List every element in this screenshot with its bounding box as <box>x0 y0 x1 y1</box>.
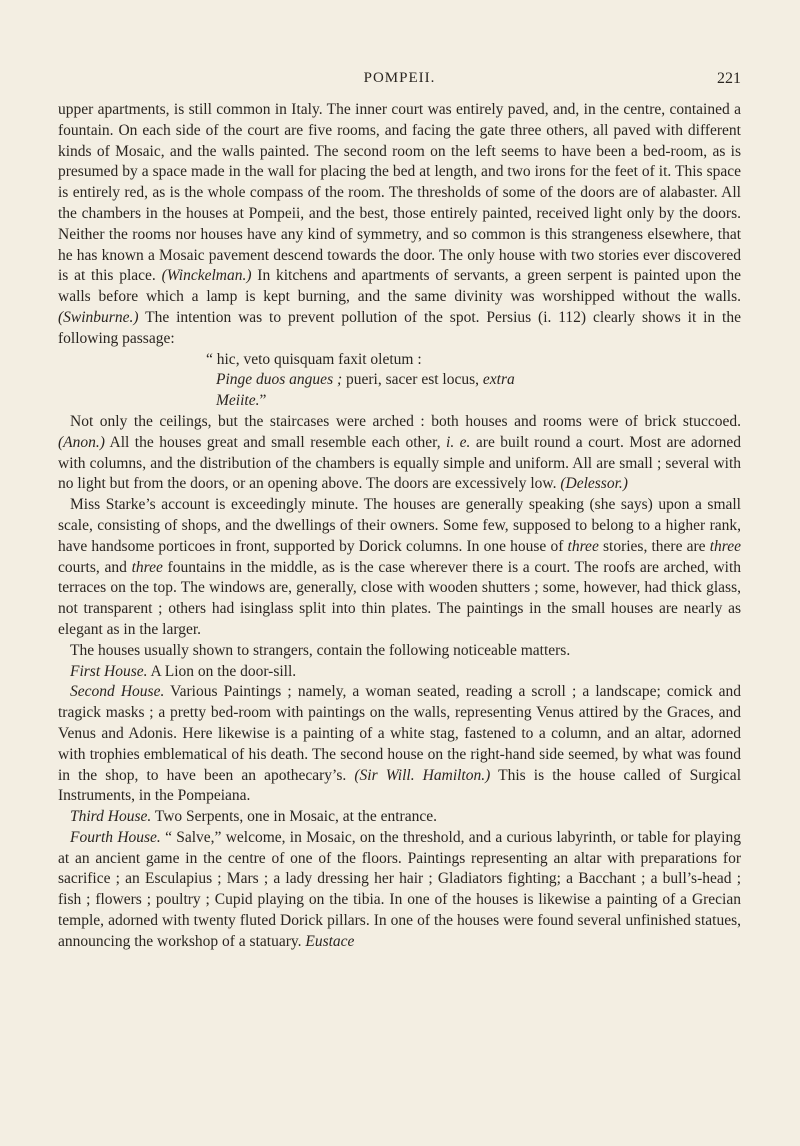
italic-text: Meiite. <box>216 392 260 410</box>
book-page <box>58 70 741 953</box>
text-run: stories, there are <box>598 537 710 555</box>
text-run: Two Serpents, one in Mosaic, at the entrance. <box>151 808 437 826</box>
italic-text: extra <box>482 371 515 389</box>
running-head: POMPEII. <box>363 70 436 86</box>
italic-text: First House. <box>70 662 148 680</box>
italic-text: (Swinburne.) <box>58 308 139 326</box>
page-header <box>58 70 741 92</box>
italic-text: i. e. <box>446 433 471 451</box>
text-run: “ hic, veto quisquam faxit oletum : <box>206 350 422 368</box>
paragraph <box>58 641 741 662</box>
text-run: pueri, sacer est locus, <box>342 371 483 389</box>
paragraph <box>58 807 741 828</box>
italic-text: Pinge duos angues ; <box>216 371 343 389</box>
page-number: 221 <box>717 70 741 87</box>
text-run: In kitchens and apartments of servants, a green serpent is painted upon the walls before which a lamp is kept burning, and the same divinity was worshipped without the walls. <box>58 267 742 306</box>
paragraph <box>58 495 741 641</box>
text-run: A Lion on the door-sill. <box>147 662 297 680</box>
italic-text: three <box>131 558 163 576</box>
paragraph <box>58 370 741 391</box>
text-run: upper apartments, is still common in Italy. The inner court was entirely paved, and, in the centre, contained a fountain. On each side of the court are five rooms, and facing the gate three others, all paved with different kinds of Mosaic, and the walls painted. The second room on the left seems to have been a bed-room, as is presumed by a space made in the wall for placing the bed at length, and two irons for the feet of it. This space is entirely red, as is the whole compass of the room. The thresholds of some of the doors are of alabaster. All the chambers in the houses at Pompeii, and the best, those entirely painted, received light only by the doors. Neither the rooms nor houses have any kind of symmetry, and so common is this strangeness elsewhere, that he has known a Mosaic pavement descend towards the door. The only house with two stories ever discovered is at this place. <box>58 101 741 285</box>
italic-text: Eustace <box>305 932 355 950</box>
paragraph <box>58 100 741 350</box>
paragraph <box>58 828 741 953</box>
paragraph <box>58 412 741 495</box>
text-run: Various Paintings ; namely, a woman seated, reading a scroll ; a landscape; comick and tragick masks ; a pretty bed-room with paintings on the walls, representing Venus attired by the Graces, and Venus and Adonis. Here likewise is a painting of a white stag, fastened to a column, and an altar, adorned with trophies emblematical of his death. The second house on the right-hand side seemed, by what was found in the shop, to have been an apothecary’s. <box>58 683 741 784</box>
paragraph <box>58 682 741 807</box>
text-run: This is the house called of Surgical Instruments, in the Pompeiana. <box>58 766 741 805</box>
text-run: Miss Starke’s account is exceedingly minute. The houses are generally speaking (she says) upon a small scale, consisting of shops, and the dwellings of their owners. Some few, supposed to belong to a higher rank, have handsome porticoes in front, supported by Dorick columns. In one house of <box>58 496 741 555</box>
italic-text: three <box>709 537 742 555</box>
text-run: are built round a court. Most are adorned with columns, and the distribution of the chambers is equally simple and uniform. All are small ; several with no light but from the doors, or an opening above. The doors are excessively low. <box>58 433 741 493</box>
body-text <box>58 100 741 953</box>
italic-text: Second House. <box>70 683 165 701</box>
paragraph <box>58 662 741 683</box>
italic-text: (Sir Will. Hamilton.) <box>354 766 491 784</box>
text-run: fountains in the middle, as is the case wherever there is a court. The roofs are arched, with terraces on the top. The windows are, generally, close with wooden shutters ; some, however, had thick glass, not transparent ; others had isinglass split into thin plates. The paintings in the small houses are nearly as elegant as in the larger. <box>58 558 741 638</box>
text-run: Not only the ceilings, but the staircases were arched : both houses and rooms were of brick stuccoed. <box>70 412 741 430</box>
italic-text: (Delessor.) <box>560 475 628 493</box>
text-run: The intention was to prevent pollution of the spot. Persius (i. 112) clearly shows it in the following passage: <box>58 308 741 347</box>
italic-text: three <box>567 537 599 555</box>
text-run: All the houses great and small resemble each other, <box>104 433 447 451</box>
italic-text: Fourth House. <box>70 828 161 846</box>
paragraph <box>58 350 741 371</box>
italic-text: Third House. <box>70 808 152 826</box>
italic-text: (Winckelman.) <box>161 267 252 285</box>
text-run: “ Salve,” welcome, in Mosaic, on the threshold, and a curious labyrinth, or table for playing at an ancient game in the centre of one of the floors. Paintings representing an altar with preparations for sacrifice ; an Esculapius ; Mars ; a lady dressing her hair ; Gladiators fighting; a Bacchant ; a bull’s-head ; fish ; flowers ; poultry ; Cupid playing on the tibia. In one of the houses is likewise a painting of a Grecian temple, adorned with twenty fluted Dorick pillars. In one of the houses were found several unfinished statues, announcing the workshop of a statuary. <box>58 828 741 950</box>
italic-text: (Anon.) <box>58 433 105 451</box>
text-run: The houses usually shown to strangers, contain the following noticeable matters. <box>70 641 571 659</box>
paragraph <box>58 391 741 412</box>
text-run: courts, and <box>58 558 132 576</box>
text-run: ” <box>259 392 267 410</box>
